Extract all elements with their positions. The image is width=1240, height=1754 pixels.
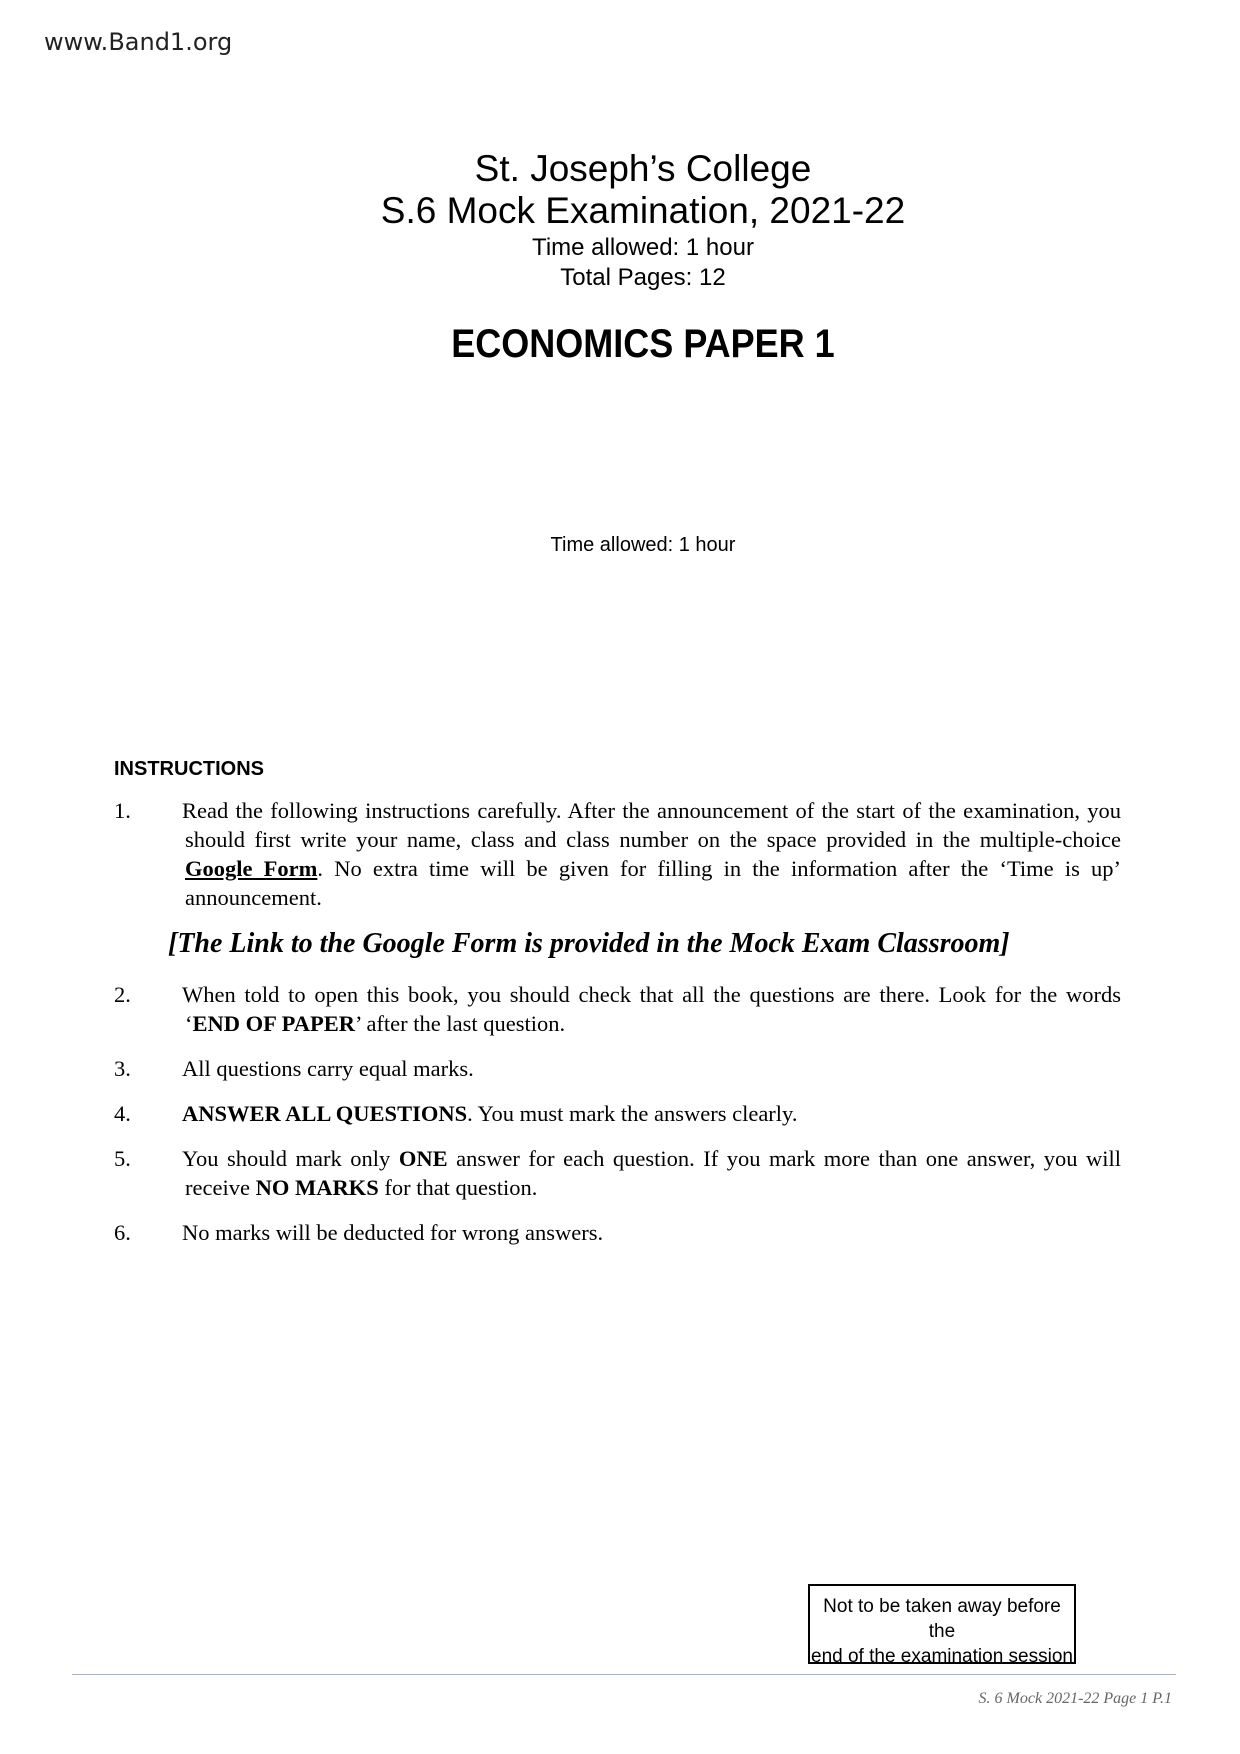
notice-line: Not to be taken away before the	[823, 1596, 1061, 1642]
school-name: St. Joseph’s College	[474, 148, 812, 189]
item-text: No marks will be deducted for wrong answers.	[182, 1220, 604, 1245]
watermark-url: www.Band1.org	[44, 28, 233, 56]
item-text: ’ after the last question.	[355, 1011, 566, 1036]
item-text: for that question.	[378, 1175, 538, 1200]
exam-title: S.6 Mock Examination, 2021-22	[380, 190, 906, 231]
item-bold-text: NO MARKS	[255, 1175, 379, 1200]
instructions-heading: INSTRUCTIONS	[114, 758, 264, 780]
item-text: . No extra time will be given for filling in the information after the ‘Time is up’ announcement.	[185, 856, 1122, 910]
instruction-item-1	[114, 796, 1124, 912]
item-bold-text: ANSWER ALL QUESTIONS	[182, 1101, 468, 1126]
time-allowed: Time allowed: 1 hour	[532, 234, 754, 261]
item-bold-text: ONE	[398, 1146, 448, 1171]
item-text: All questions carry equal marks.	[182, 1056, 474, 1081]
item-number: 6.	[114, 1220, 131, 1245]
item-number: 2.	[114, 982, 131, 1007]
item-text: answer for each question. If you mark more than one answer, you will receive	[185, 1146, 1121, 1200]
instruction-item-5	[114, 1144, 1124, 1202]
item-number: 4.	[114, 1101, 131, 1126]
notice-box	[808, 1584, 1076, 1667]
item-text: You should mark only	[182, 1146, 399, 1171]
paper-title: ECONOMICS PAPER 1	[451, 322, 835, 366]
instruction-item-4	[114, 1099, 1124, 1128]
instruction-item-6	[114, 1218, 1124, 1247]
footer-divider	[72, 1674, 1176, 1675]
total-pages: Total Pages: 12	[560, 264, 726, 291]
instruction-item-3	[114, 1054, 1124, 1083]
time-allowed-secondary: Time allowed: 1 hour	[550, 534, 736, 556]
item-text: Read the following instructions carefully. After the announcement of the start of the examination, you should first write your name, class and class number on the space provided in the multiple-choice	[182, 798, 1121, 852]
notice-line: end of the examination session	[811, 1646, 1073, 1667]
instruction-item-2	[114, 980, 1124, 1038]
google-form-link-note: [The Link to the Google Form is provided in the Mock Exam Classroom]	[168, 928, 1010, 959]
google-form-link[interactable]: Google Form	[185, 856, 318, 881]
item-number: 1.	[114, 798, 131, 823]
item-number: 3.	[114, 1056, 131, 1081]
item-text: When told to open this book, you should check that all the questions are there. Look for the words ‘	[182, 982, 1121, 1036]
item-text: . You must mark the answers clearly.	[467, 1101, 798, 1126]
item-number: 5.	[114, 1146, 131, 1171]
page-footer: S. 6 Mock 2021-22 Page 1 P.1	[978, 1690, 1172, 1707]
item-bold-text: END OF PAPER	[192, 1011, 355, 1036]
